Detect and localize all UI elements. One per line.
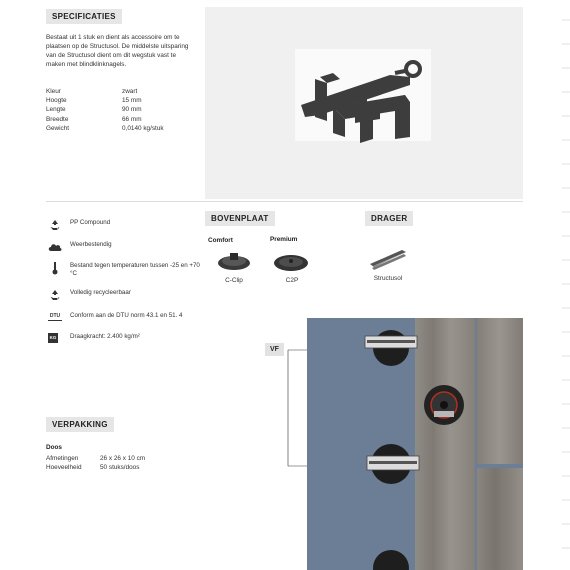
spec-value: 15 mm [122,97,142,105]
spec-row [46,96,164,105]
feature-item [48,241,112,253]
feature-item [48,289,131,301]
feature-text: Weerbestendig [70,241,112,248]
verpakking-table [46,454,145,472]
verpakking-row [46,463,145,472]
spec-label: Lengte [46,106,66,114]
feature-text: Volledig recycleerbaar [70,289,131,296]
verpakking-label: Hoeveelheid [46,464,82,472]
weight-icon: KG [48,333,58,343]
specs-title: SPECIFICATIES [46,9,122,24]
spec-row [46,87,164,96]
c-clip-caption: C-Clip [225,277,243,284]
bovenplaat-title: BOVENPLAAT [205,211,275,226]
premium-label: Premium [270,236,298,243]
spec-value: 66 mm [122,115,142,123]
feature-item [48,262,208,279]
spec-row [46,124,164,133]
feature-item [48,333,140,343]
c2p-image [272,251,310,273]
verpakking-subtitle: Doos [46,444,62,451]
spec-label: Gewicht [46,124,70,132]
structusol-caption: Structusol [373,275,403,282]
verpakking-title: VERPAKKING [46,417,114,432]
dtu-icon: DTU [48,312,62,321]
spec-value: zwart [122,88,138,95]
vf-label: VF [265,343,284,356]
thermometer-icon [48,262,62,274]
spec-label: Breedte [46,115,69,123]
spec-row [46,115,164,124]
product-photo [205,7,523,199]
feature-text: Conform aan de DTU norm 43.1 en 51. 4 [70,312,183,319]
pedestal-support [307,318,523,570]
comfort-label: Comfort [208,237,233,244]
feature-item [48,219,110,231]
verpakking-value: 26 x 26 x 10 cm [100,455,146,462]
feature-text: PP Compound [70,219,111,226]
specs-table [46,87,164,133]
c2p-caption: C2P [285,277,299,284]
spec-row [46,105,164,114]
verpakking-row [46,454,145,463]
page-edge-ruler [554,0,570,570]
verpakking-label: Afmetingen [46,455,79,462]
spec-value: 0,0140 kg/stuk [122,124,164,132]
installation-photo [307,318,523,570]
specs-description: Bestaat uit 1 stuk en dient als accessoire om te plaatsen op de Structusol. De middelste uitsparing van de Structusol dient om dit wegstuk vast te maken met blindklinknagels. [46,34,189,68]
recycle-icon [48,219,62,231]
recycle-icon [48,289,62,301]
drager-title: DRAGER [365,211,413,226]
feature-item [48,312,182,321]
spec-value: 90 mm [122,106,142,114]
cloud-icon [48,241,62,253]
c-clip-image [215,251,253,273]
spec-label: Hoogte [46,97,67,105]
divider [46,201,523,202]
spec-label: Kleur [46,88,61,95]
structusol-image [368,248,408,272]
feature-text: Draagkracht: 2.400 kg/m² [70,333,140,340]
product-photo-panel [205,7,523,199]
verpakking-value: 50 stuks/doos [100,464,140,472]
feature-text: Bestand tegen temperaturen tussen -25 en +70 °C [70,262,200,278]
